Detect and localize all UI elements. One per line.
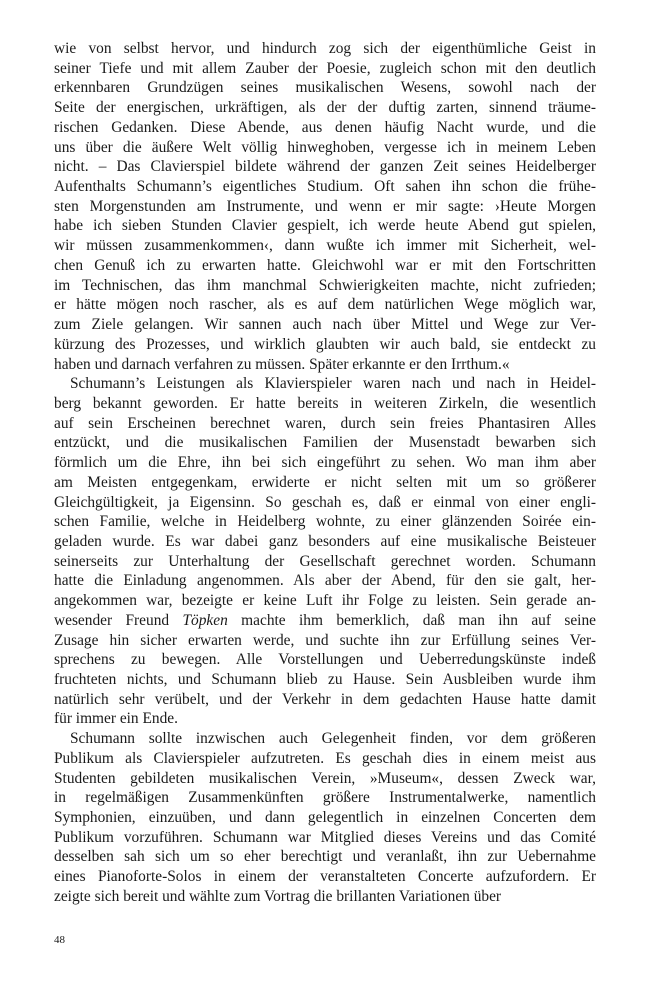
text-line: wesender Freund Töpken machte ihm bemerklich, daß man ihn auf seine: [54, 611, 596, 629]
text-line: hatte die Einladung angenommen. Als aber der Abend, für den sie galt, her-: [54, 572, 596, 590]
text-line: erkennbaren Grundzügen seines musikalischen Wesens, sowohl nach der: [54, 79, 596, 97]
text-line: er hätte mögen noch rascher, als es auf dem natürlichen Wege möglich war,: [54, 296, 596, 314]
text-line: haben und darnach verfahren zu müssen. Später erkannte er den Irrthum.«: [54, 355, 510, 373]
text-line: Studenten gebildeten musikalischen Verein, »Museum«, dessen Zweck war,: [54, 769, 596, 787]
text-line: im Technischen, das ihm manchmal Schwierigkeiten machte, nicht zufrieden;: [54, 276, 596, 294]
text-line: wie von selbst hervor, und hindurch zog sich der eigenthümliche Geist in: [54, 40, 596, 57]
text-line: eines Pianoforte-Solos in einem der veranstalteten Concerte aufzufordern. Er: [54, 868, 596, 886]
text-line: sten Morgenstunden am Instrumente, und wenn er mir sagte: ›Heute Morgen: [54, 197, 596, 215]
italic-name: Töpken: [182, 611, 228, 629]
text-line: natürlich sehr verübelt, und der Verkehr in dem gedachten Hause hatte damit: [54, 690, 596, 708]
text-line: auf sein Erscheinen berechnet waren, durch sein freies Phantasiren Alles: [54, 414, 596, 432]
text-line: für immer ein Ende.: [54, 710, 178, 728]
text-line: habe ich sieben Stunden Clavier gespielt, ich werde heute Abend gut spielen,: [54, 217, 596, 235]
text-line: schen Familie, welche in Heidelberg wohnte, zu einer glänzenden Soirée ein-: [54, 513, 596, 531]
text-line: rischen Gedanken. Diese Abende, aus denen häufig Nacht wurde, und die: [54, 118, 596, 136]
text-line: förmlich um die Ehre, ihn bei sich eingeführt zu sehen. Wo man ihm aber: [54, 454, 596, 472]
text-line: Symphonien, einzuüben, und dann gelegentlich in einzelnen Concerten dem: [54, 809, 596, 827]
text-line: berg bekannt geworden. Er hatte bereits in weiteren Zirkeln, die wesentlich: [54, 394, 596, 412]
page-number: 48: [54, 934, 65, 946]
text-line: fruchteten nichts, und Schumann blieb zu Hause. Sein Ausbleiben wurde ihm: [54, 671, 596, 688]
text-line: Publikum vorzuführen. Schumann war Mitglied dieses Vereins und das Comité: [54, 828, 596, 846]
paragraph: [54, 39, 596, 374]
text-line: Schumann’s Leistungen als Klavierspieler waren nach und nach in Heidel-: [70, 375, 596, 393]
text-line: Publikum als Clavierspieler aufzutreten. Es geschah dies in einem meist aus: [54, 749, 596, 767]
text-line: am Meisten entgegenkam, erwiderte er nicht selten mit um so größerer: [54, 473, 596, 491]
text-line: Aufenthalts Schumann’s eigentliches Studium. Oft sahen ihn schon die frühe-: [54, 178, 596, 196]
text-line: nicht. – Das Clavierspiel bildete während der ganzen Zeit seines Heidelberger: [54, 158, 596, 176]
text-line: in regelmäßigen Zusammenkünften größere Instrumentalwerke, namentlich: [54, 789, 596, 807]
text-line: sprechens zu bewegen. Alle Vorstellungen und Ueberredungskünste indeß: [54, 651, 596, 669]
text-line: uns über die äußere Welt völlig hinweghoben, vergesse ich in meinem Leben: [54, 138, 596, 156]
text-line: Schumann sollte inzwischen auch Gelegenheit finden, vor dem größeren: [70, 730, 596, 748]
text-line: Zusage hin sicher erwarten werde, und suchte ihn zur Erfüllung seines Ver-: [54, 631, 596, 649]
text-line: Gleichgültigkeit, ja Eigensinn. So geschah es, daß er einmal von einer engli-: [54, 493, 596, 511]
text-line: seinerseits zur Unterhaltung der Gesellschaft gerechnet worden. Schumann: [54, 552, 596, 570]
text-line: geladen wurde. Es war dabei ganz besonders auf eine musikalische Beisteuer: [54, 532, 596, 550]
text-line: angekommen war, bezeigte er keine Luft ihr Folge zu leisten. Sein gerade an-: [54, 592, 596, 610]
text-line: zum Ziele gelangen. Wir sannen auch nach über Mittel und Wege zur Ver-: [54, 316, 596, 334]
text-line: entzückt, und die musikalischen Familien der Musenstadt bewarben sich: [54, 434, 596, 452]
text-line: wir müssen zusammenkommen‹, dann wußte ich immer mit Sicherheit, wel-: [54, 237, 596, 255]
text-line: seiner Tiefe und mit allem Zauber der Poesie, zugleich schon mit den deutlich: [54, 59, 596, 77]
text-line: kürzung des Prozesses, und wirklich glaubten wir auch bald, sie entdeckt zu: [54, 335, 596, 353]
text-line: chen Genuß ich zu erwarten hatte. Gleichwohl war er mit den Fortschritten: [54, 256, 596, 274]
text-line: zeigte sich bereit und wählte zum Vortrag die brillanten Variationen über: [54, 887, 502, 905]
paragraph: [54, 729, 596, 906]
body-text: [54, 39, 596, 907]
text-line: Seite der energischen, urkräftigen, als der der duftig zarten, sinnend träume-: [54, 99, 596, 117]
paragraph: [54, 374, 596, 729]
text-line: desselben sah sich um so eher berechtigt und veranlaßt, ihn zur Uebernahme: [54, 848, 596, 866]
